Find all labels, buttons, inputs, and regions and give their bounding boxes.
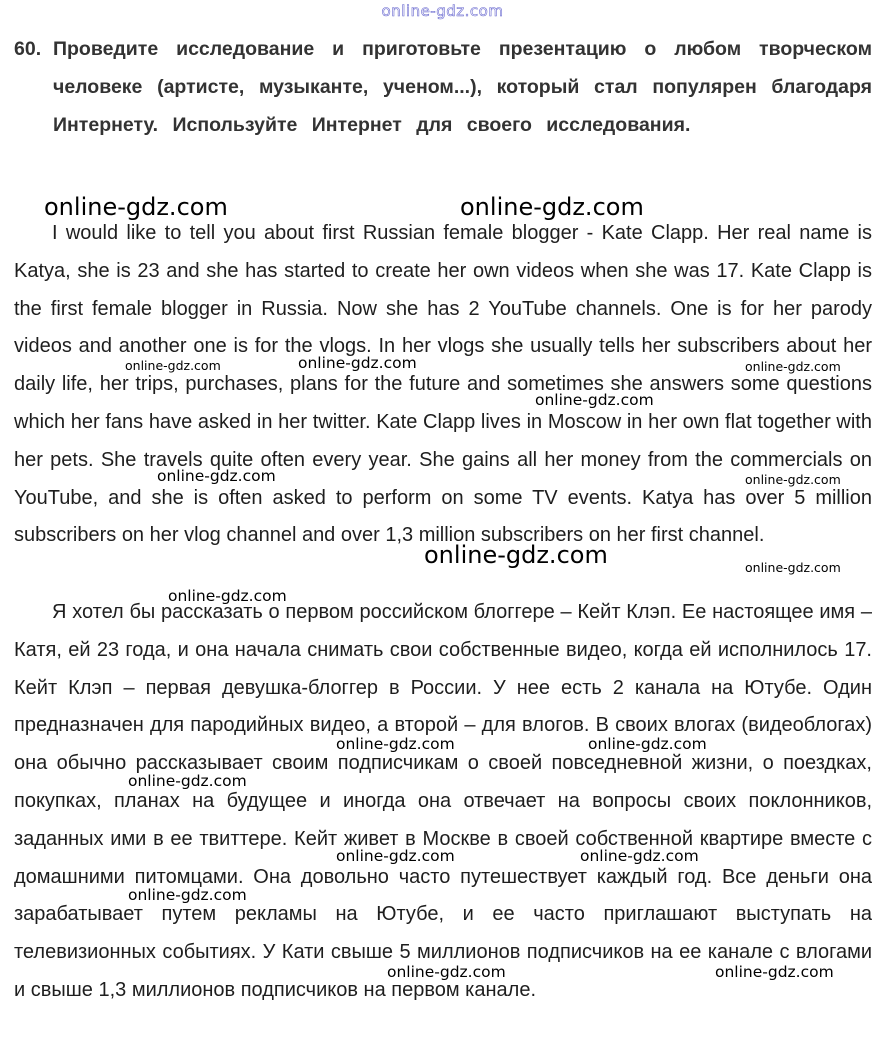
watermark: online-gdz.com <box>424 541 608 569</box>
english-paragraph: I would like to tell you about first Russian female blogger - Kate Clapp. Her real name is Katya, she is 23 and she has started to create her own videos when she was 17. Kate Clapp is the first female blogger in Russia. Now she has 2 YouTube channels. One is for her parody videos and another one is for the vlogs. In her vlogs she usually tells her subscribers about her daily life, her trips, purchases, plans for the future and sometimes she answers some questions which her fans have asked in her twitter. Kate Clapp lives in Moscow in her own flat together with her pets. She travels quite often every year. She gains all her money from the commercials on YouTube, and she is often asked to perform on some TV events. Katya has over 5 million subscribers on her vlog channel and over 1,3 million subscribers on her first channel. <box>14 222 872 547</box>
task-number: 60. <box>14 38 42 60</box>
watermark: online-gdz.com <box>336 847 455 865</box>
watermark: online-gdz.com <box>44 193 228 221</box>
task-block <box>14 30 872 144</box>
watermark: online-gdz.com <box>460 193 644 221</box>
russian-paragraph: Я хотел бы рассказать о первом российском блоггере – Кейт Клэп. Ее настоящее имя – Катя, ей 23 года, и она начала снимать свои собственные видео, когда ей исполнилось 17. Кейт Клэп – первая девушка-блоггер в России. У нее есть 2 канала на Ютубе. Один предназначен для пародийных видео, а второй – для влогов. В своих влогах (видеоблогах) она обычно рассказывает своим подписчикам о своей повседневной жизни, о поездках, покупках, планах на будущее и иногда она отвечает на вопросы своих поклонников, заданных ими в ее твиттере. Кейт живет в Москве в своей собственной квартире вместе с домашними питомцами. Она довольно часто путешествует каждый год. Все деньги она зарабатывает путем рекламы на Ютубе, и ее часто приглашают выступать на телевизионных событиях. У Кати свыше 5 миллионов подписчиков на ее канале с влогами и свыше 1,3 миллионов подписчиков на первом канале. <box>14 601 872 1001</box>
watermark: online-gdz.com <box>580 847 699 865</box>
watermark: online-gdz.com <box>128 772 247 790</box>
watermark: online-gdz.com <box>715 963 834 981</box>
watermark: online-gdz.com <box>168 587 287 605</box>
watermark: online-gdz.com <box>387 963 506 981</box>
watermark: online-gdz.com <box>745 560 841 575</box>
watermark: online-gdz.com <box>745 359 841 374</box>
header-watermark: online-gdz.com <box>381 2 504 20</box>
watermark: online-gdz.com <box>298 354 417 372</box>
watermark: online-gdz.com <box>125 358 221 373</box>
watermark: online-gdz.com <box>535 391 654 409</box>
task-instruction: Проведите исследование и приготовьте презентацию о любом творческом человеке (артисте, музыканте, ученом...), который стал популярен благодаря Интернету. Используйте Интернет для своего исследования. <box>53 38 872 136</box>
watermark: online-gdz.com <box>157 467 276 485</box>
watermark: online-gdz.com <box>336 735 455 753</box>
watermark: online-gdz.com <box>128 886 247 904</box>
watermark: online-gdz.com <box>745 472 841 487</box>
watermark: online-gdz.com <box>588 735 707 753</box>
